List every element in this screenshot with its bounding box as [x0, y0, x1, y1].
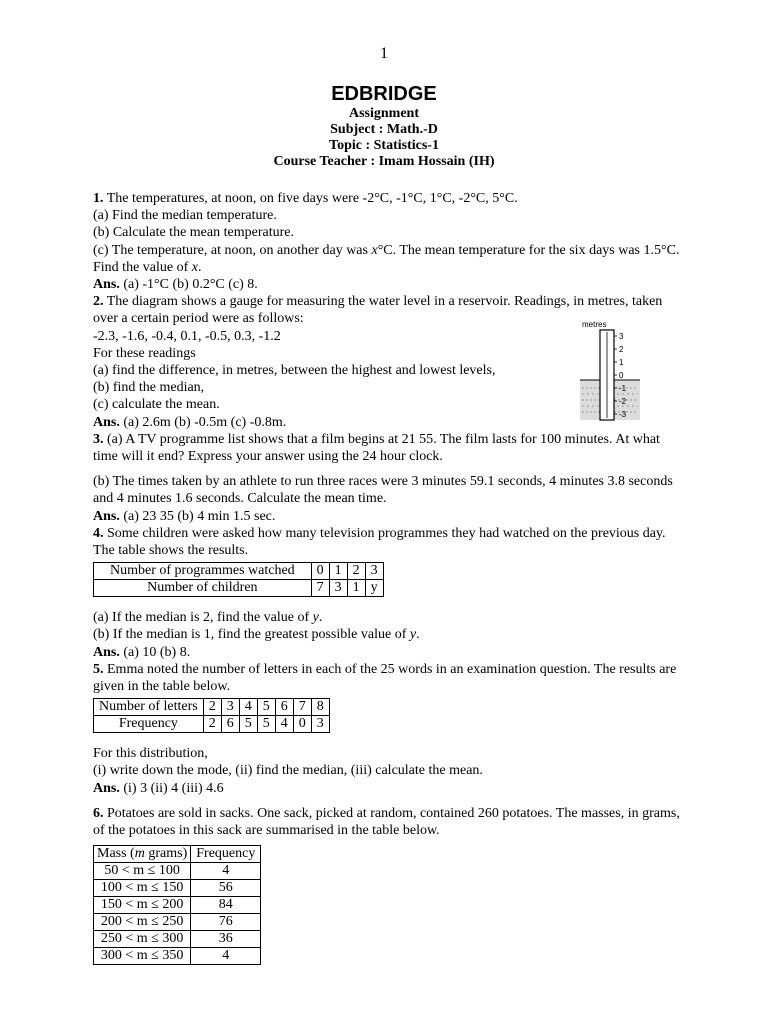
- table-row: [94, 897, 261, 914]
- brand-title: EDBRIDGE: [331, 83, 437, 105]
- table-cell: 2: [203, 699, 221, 716]
- row-header: Number of letters: [94, 699, 204, 716]
- question-2-readings: -2.3, -1.6, -0.4, 0.1, -0.5, 0.3, -1.2: [93, 328, 281, 344]
- question-2-stem: 2. The diagram shows a gauge for measuring the water level in a reservoir. Readings, in metres, taken over a certain period were as follows:: [93, 294, 663, 327]
- gauge-tick-label: 0: [619, 371, 624, 380]
- row-header: Frequency: [94, 716, 204, 733]
- gauge-tick-label: 2: [619, 345, 624, 354]
- table-cell: 4: [239, 699, 257, 716]
- column-header-mass: Mass (m grams): [94, 846, 191, 863]
- question-number: 4.: [93, 525, 104, 541]
- table-cell: 36: [191, 931, 261, 948]
- table-cell: 4: [191, 948, 261, 965]
- column-header-frequency: Frequency: [191, 846, 261, 863]
- table-row: [94, 716, 330, 733]
- question-3-part-b: (b) The times taken by an athlete to run three races were 3 minutes 59.1 seconds, 4 minutes 3.8 seconds and 4 minutes 1.6 seconds. Calculate the mean time.: [93, 474, 673, 507]
- table-row: [94, 931, 261, 948]
- topic-line: Topic : Statistics-1: [329, 138, 439, 153]
- table-cell: 7: [293, 699, 311, 716]
- table-cell: 3: [221, 699, 239, 716]
- table-row: [94, 563, 384, 580]
- table-cell: 6: [221, 716, 239, 733]
- teacher-line: Course Teacher : Imam Hossain (IH): [273, 154, 495, 169]
- question-1-answer: Ans. (a) -1°C (b) 0.2°C (c) 8.: [93, 277, 258, 293]
- table-cell: y: [365, 580, 383, 597]
- table-row: [94, 914, 261, 931]
- question-4-part-a: (a) If the median is 2, find the value of y.: [93, 610, 323, 626]
- question-6: [93, 805, 683, 965]
- question-1-part-b: (b) Calculate the mean temperature.: [93, 225, 294, 241]
- gauge-tick-label: -1: [619, 384, 627, 393]
- question-5-parts: (i) write down the mode, (ii) find the median, (iii) calculate the mean.: [93, 763, 483, 779]
- programmes-table: [93, 562, 384, 597]
- question-number: 2.: [93, 294, 104, 310]
- gauge-svg: [580, 318, 640, 428]
- question-2-part-a: (a) find the difference, in metres, between the highest and lowest levels,: [93, 363, 496, 379]
- question-5-stem: 5. Emma noted the number of letters in each of the 25 words in an examination question. The results are given in the table below.: [93, 661, 677, 695]
- gauge-unit-label: metres: [582, 320, 607, 329]
- question-6-stem: 6. Potatoes are sold in sacks. One sack, picked at random, contained 260 potatoes. The masses, in grams, of the potatoes in this sack are summarised in the table below.: [93, 805, 680, 839]
- table-row: [94, 880, 261, 897]
- question-3-part-a: 3. (a) A TV programme list shows that a film begins at 21 55. The film lasts for 100 minutes. At what time will it end? Express your answer using the 24 hour clock.: [93, 431, 660, 465]
- table-cell: 4: [275, 716, 293, 733]
- question-5-answer: Ans. (i) 3 (ii) 4 (iii) 4.6: [93, 780, 224, 796]
- subject-line: Subject : Math.-D: [330, 122, 438, 137]
- question-2-part-b: (b) find the median,: [93, 380, 205, 396]
- table-row: [94, 580, 384, 597]
- table-cell: 100 < m ≤ 150: [94, 880, 191, 897]
- page-number: 1: [380, 45, 388, 62]
- gauge-tick-label: 1: [619, 358, 624, 367]
- table-cell: 5: [257, 699, 275, 716]
- table-cell: 76: [191, 914, 261, 931]
- question-2-part-c: (c) calculate the mean.: [93, 397, 220, 413]
- table-cell: 300 < m ≤ 350: [94, 948, 191, 965]
- assignment-label: Assignment: [348, 106, 419, 121]
- question-3-answer: Ans. (a) 23 35 (b) 4 min 1.5 sec.: [93, 508, 276, 524]
- question-5-intro: For this distribution,: [93, 746, 208, 762]
- row-header: Number of children: [94, 580, 312, 597]
- assignment-body: [93, 190, 683, 969]
- table-row: [94, 863, 261, 880]
- table-cell: 8: [311, 699, 329, 716]
- question-3: [93, 431, 683, 525]
- table-row: [94, 948, 261, 965]
- mass-frequency-table: [93, 845, 261, 965]
- question-number: 3.: [93, 431, 104, 447]
- table-cell: 1: [347, 580, 365, 597]
- question-number: 5.: [93, 661, 104, 677]
- table-cell: 150 < m ≤ 200: [94, 897, 191, 914]
- document-header: [0, 82, 768, 170]
- question-1-part-c: (c) The temperature, at noon, on another day was x°C. The mean temperature for the six days was 1.5°C. Find the value of x.: [93, 242, 680, 275]
- question-4-answer: Ans. (a) 10 (b) 8.: [93, 644, 191, 660]
- question-4-part-b: (b) If the median is 1, find the greatest possible value of y.: [93, 627, 420, 643]
- table-cell: 0: [311, 563, 329, 580]
- table-cell: 7: [311, 580, 329, 597]
- table-cell: 0: [293, 716, 311, 733]
- table-cell: 6: [275, 699, 293, 716]
- table-cell: 2: [203, 716, 221, 733]
- water-gauge-diagram: [580, 318, 640, 428]
- gauge-tick-label: 3: [619, 332, 624, 341]
- table-cell: 3: [329, 580, 347, 597]
- table-cell: 4: [191, 863, 261, 880]
- row-header: Number of programmes watched: [94, 563, 312, 580]
- gauge-tick-label: -3: [619, 410, 627, 419]
- question-4-stem: 4. Some children were asked how many television programmes they had watched on the previous day. The table shows the results.: [93, 525, 666, 559]
- table-cell: 1: [329, 563, 347, 580]
- letters-table: [93, 698, 330, 733]
- question-4: [93, 525, 683, 661]
- table-cell: 250 < m ≤ 300: [94, 931, 191, 948]
- question-1-stem: 1. The temperatures, at noon, on five days were -2°C, -1°C, 1°C, -2°C, 5°C.: [93, 191, 518, 206]
- question-1-part-a: (a) Find the median temperature.: [93, 208, 277, 224]
- table-cell: 2: [347, 563, 365, 580]
- question-number: 1.: [93, 191, 104, 206]
- table-cell: 5: [239, 716, 257, 733]
- table-row: [94, 699, 330, 716]
- gauge-tick-label: -2: [619, 397, 627, 406]
- table-cell: 5: [257, 716, 275, 733]
- table-cell: 3: [311, 716, 329, 733]
- table-cell: 84: [191, 897, 261, 914]
- table-cell: 200 < m ≤ 250: [94, 914, 191, 931]
- table-cell: 56: [191, 880, 261, 897]
- question-2-intro: For these readings: [93, 345, 196, 361]
- question-2-answer: Ans. (a) 2.6m (b) -0.5m (c) -0.8m.: [93, 414, 287, 430]
- table-header-row: [94, 846, 261, 863]
- question-number: 6.: [93, 805, 104, 821]
- table-cell: 50 < m ≤ 100: [94, 863, 191, 880]
- table-cell: 3: [365, 563, 383, 580]
- question-1: [93, 190, 683, 293]
- question-5: [93, 661, 683, 797]
